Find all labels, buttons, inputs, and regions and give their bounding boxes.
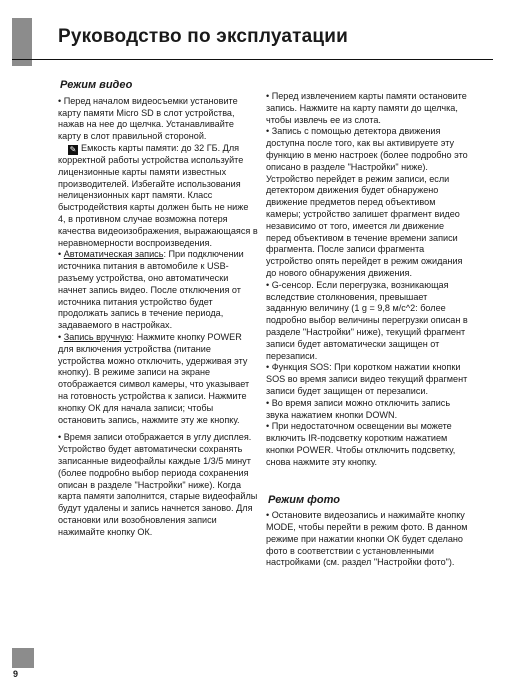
page-title: Руководство по эксплуатации [58, 26, 349, 47]
page-number: 9 [13, 669, 19, 679]
manual-record-label: Запись вручную [63, 331, 132, 342]
manual-record-text: : Нажмите кнопку POWER для включения устройства (питание устройства можно отключить, удерживая эту кнопку). В режиме записи на экране отображается символ камеры, что указывает на готовность устройства к записи. Нажмите кнопку ОК для начала записи; чтобы остановить запись, нажмите эту же кнопку. [58, 331, 250, 425]
motion-detector-paragraph: • Запись с помощью детектора движения доступна после того, как вы активируете эту функцию в меню настроек (более подробно это описано в разделе "Настройки" ниже). Устройство перейдет в режим записи, если детектором движения будет обнаружено движение предметов перед объективом камеры; устройство запишет фрагмент видео независимо от того, имеется ли движение перед объективом в течение времени записи фрагмента. После записи фрагмента устройство опять перейдет в режим ожидания до нового обнаружения движения. [266, 126, 468, 278]
footer-tab-bar [12, 648, 34, 668]
sos-paragraph: • Функция SOS: При коротком нажатии кнопки SOS во время записи видео текущий фрагмент записи будет защищен от перезаписи. [266, 362, 468, 396]
auto-record-paragraph [58, 249, 258, 332]
photo-mode-heading: Режим фото [268, 493, 340, 506]
record-time-paragraph: • Время записи отображается в углу дисплея. Устройство будет автоматически сохранять записанные видеофайлы каждые 1/3/5 минут (более подробно выбор периода сохранения описан в разделе "Настройки" ниже). Когда карта памяти заполнится, старые видеофайлы будут удалены и запись начнется заново. Для остановки или возобновления записи нажимайте кнопку ОК. [58, 432, 258, 537]
video-paragraph-card-insert: • Перед началом видеосъемки установите карту памяти Micro SD в слот устройства, нажав на нее до щелчка. Устанавливайте карту в слот правильной стороной. [58, 95, 238, 142]
note-text: Емкость карты памяти: до 32 ГБ. Для корректной работы устройства используйте лицензионные карты памяти известных производителей. Избегайте использования нелицензионных карт памяти. Класс быстродействия карты должен быть не ниже 4, в противном случае возможна потеря качества видеоизображения, выражающаяся в неравномерности воспроизведения. [58, 142, 258, 248]
left-column [58, 80, 258, 538]
ir-light-paragraph: • При недостаточном освещении вы можете включить IR-подсветку коротким нажатием кнопки POWER. Чтобы отключить подсветку, снова нажмите эту кнопку. [266, 421, 456, 467]
manual-bullet: • [58, 331, 64, 342]
photo-paragraph: • Остановите видеозапись и нажимайте кнопку MODE, чтобы перейти в режим фото. В данном режиме при нажатии кнопки ОК будет сделано фото в соответствии с установленными настройками (см. раздел "Настройки фото"). [266, 510, 468, 568]
right-column [266, 91, 468, 569]
auto-bullet: • [58, 249, 64, 260]
note-paragraph [58, 143, 258, 249]
note-icon: ✎ [69, 144, 77, 154]
manual-record-paragraph [58, 332, 258, 426]
sound-off-paragraph: • Во время записи можно отключить запись звука нажатием кнопки DOWN. [266, 397, 451, 420]
auto-record-text: : При подключении источника питания в автомобиле к USB-разъему устройства, оно автоматически начнет запись видео. После отключения от источника питания устройство будет продолжать запись в течение периода, задаваемого в настройках. [58, 249, 244, 331]
g-sensor-paragraph: • G-сенсор. Если перегрузка, возникающая вследствие столкновения, превышает заданную величину (1 g = 9,8 м/с^2: более подробно выбор величины перегрузки описан в разделе "Настройки" ниже), текущий фрагмент записи будет автоматически защищен от перезаписи. [266, 279, 468, 361]
header-rule [12, 59, 493, 60]
card-remove-paragraph: • Перед извлечением карты памяти остановите запись. Нажмите на карту памяти до щелчка, чтобы извлечь ее из слота. [266, 91, 467, 125]
video-mode-heading: Режим видео [60, 79, 133, 91]
auto-record-label: Автоматическая запись [63, 249, 164, 260]
